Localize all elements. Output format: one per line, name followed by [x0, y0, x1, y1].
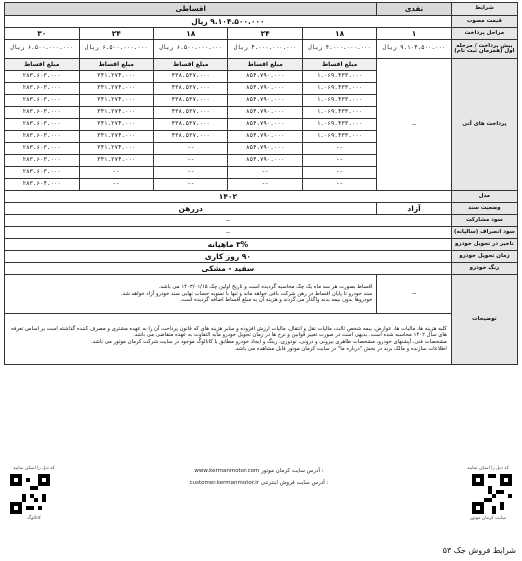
label-notes: توضیحات — [451, 275, 517, 365]
installment-amount: ۲۸۳.۶۰۳.۰۰۰ — [5, 131, 80, 143]
installment-amount: ۸۵۴.۷۹۰.۰۰۰ — [228, 95, 302, 107]
note-installment-1: اقساط بصورت هر سه ماه یک چک محاسبه گردیده است و تاریخ اولین چک ۱۴۰۳/۰۱/۱۵ می باشد. — [158, 284, 373, 291]
note-general-2: مشخصات فنی، آپشنهای خودرو، مشخصات ظاهری بیرونی و درونی، تودوزی، رینگ و ایجاد خودرو مطابق با کاتالوگ موجود در سایت شرکت کرمان موتور می باشد. — [90, 339, 447, 345]
installment-header: مبلغ اقساط — [5, 59, 80, 71]
installment-amount: -- — [79, 179, 153, 191]
label-participation: سود مشارکت — [451, 215, 517, 227]
installment-amount: ۸۵۴.۷۹۰.۰۰۰ — [228, 155, 302, 167]
sales-line — [124, 480, 394, 486]
header-installment: اقساطی — [5, 3, 377, 16]
installment-amount: ۳۴۱.۲۷۴.۰۰۰ — [79, 119, 153, 131]
installment-amount: ۱.۰۶۹.۴۳۳.۰۰۰ — [302, 131, 376, 143]
installment-amount: ۴۳۸.۵۳۷.۰۰۰ — [154, 119, 228, 131]
stage-cell: ۳۰ — [5, 28, 80, 40]
delivery-time-value: ۹۰ روز کاری — [5, 251, 452, 263]
installment-amount: ۸۵۴.۷۹۰.۰۰۰ — [228, 71, 302, 83]
site-label: آدرس سایت کرمان موتور : — [261, 468, 324, 474]
color-value: سفید - مشکی — [5, 263, 452, 275]
header-conditions: شرایط — [451, 3, 517, 16]
note-installment-3: خودروها بدون بیمه بدنه واگذار می گردند و هزینه آن به مبلغ اقساط اضافه گردیده است. — [179, 297, 373, 304]
label-delay-delivery: تاخیر در تحویل خودرو — [451, 239, 517, 251]
installment-amount: ۴۳۸.۵۳۷.۰۰۰ — [154, 71, 228, 83]
installment-amount: ۸۵۴.۷۹۰.۰۰۰ — [228, 143, 302, 155]
label-color: رنگ خودرو — [451, 263, 517, 275]
sales-label: آدرس سایت فروش اینترنتی : — [260, 480, 329, 486]
installment-amount: -- — [228, 167, 302, 179]
installment-amount: ۳۴۱.۲۷۴.۰۰۰ — [79, 107, 153, 119]
delay-profit-value: -- — [5, 227, 452, 239]
notes-installment — [5, 275, 377, 314]
installment-header: مبلغ اقساط — [228, 59, 302, 71]
installment-amount: ۱.۰۶۹.۴۳۳.۰۰۰ — [302, 107, 376, 119]
label-delay-profit: سود انصراف (سالیانه) — [451, 227, 517, 239]
first-payment-cell: ۴.۰۰۰.۰۰۰.۰۰۰ ریال — [228, 40, 302, 59]
label-first-payment: پیش پرداخت / مرحله اول (همزمان ثبت نام) — [451, 40, 517, 59]
label-delivery-time: زمان تحویل خودرو — [451, 251, 517, 263]
installment-amount: ۸۵۴.۷۹۰.۰۰۰ — [228, 119, 302, 131]
sales-table — [4, 2, 518, 365]
stage-cell: ۱۸ — [302, 28, 376, 40]
first-payment-cell: ۹.۱۰۴.۵۰۰.۰۰۰ ریال — [377, 40, 451, 59]
installment-amount: ۸۵۴.۷۹۰.۰۰۰ — [228, 83, 302, 95]
header-cash: نقدی — [377, 3, 451, 16]
installment-header: مبلغ اقساط — [79, 59, 153, 71]
installment-amount: ۱.۰۶۹.۴۳۳.۰۰۰ — [302, 95, 376, 107]
installment-amount: ۸۵۴.۷۹۰.۰۰۰ — [228, 131, 302, 143]
stage-cell: ۲۴ — [79, 28, 153, 40]
installment-amount: ۳۴۱.۲۷۴.۰۰۰ — [79, 71, 153, 83]
installment-amount: ۴۳۸.۵۳۷.۰۰۰ — [154, 95, 228, 107]
installment-amount: ۲۸۳.۶۰۳.۰۰۰ — [5, 155, 80, 167]
first-payment-cell: ۶.۵۰۰.۰۰۰.۰۰۰ ریال — [79, 40, 153, 59]
qr-right-caption: کد ذیل را اسکن نمایید — [467, 466, 509, 471]
label-doc-status: وضعیت سند — [451, 203, 517, 215]
first-payment-cell: ۴.۰۰۰.۰۰۰.۰۰۰ ریال — [302, 40, 376, 59]
installment-amount: ۳۴۱.۲۷۴.۰۰۰ — [79, 143, 153, 155]
installment-header: مبلغ اقساط — [302, 59, 376, 71]
first-payment-cell: ۶.۵۰۰.۰۰۰.۰۰۰ ریال — [5, 40, 80, 59]
installment-amount: ۲۸۳.۶۰۴.۰۰۰ — [5, 179, 80, 191]
installment-amount: ۳۴۱.۲۷۴.۰۰۰ — [79, 83, 153, 95]
delay-delivery-value: ۳% ماهیانه — [5, 239, 452, 251]
site-url[interactable]: www.kermanmotor.com — [194, 468, 260, 474]
installment-amount: -- — [302, 155, 376, 167]
price-value: ۹.۱۰۴.۵۰۰.۰۰۰ ریال — [5, 16, 452, 28]
label-model: مدل — [451, 191, 517, 203]
label-price: قیمت مصوب — [451, 16, 517, 28]
installment-amount: -- — [79, 167, 153, 179]
installment-amount: ۲۸۳.۶۰۳.۰۰۰ — [5, 119, 80, 131]
label-stages: مراحل پرداخت — [451, 28, 517, 40]
sales-url[interactable]: customer.kermanmotor.ir — [189, 480, 260, 486]
qr-left-caption: کد ذیل را اسکن نمایید — [13, 466, 55, 471]
installment-amount: ۳۴۱.۲۷۴.۰۰۰ — [79, 131, 153, 143]
installment-amount: -- — [302, 179, 376, 191]
installment-amount: ۲۸۳.۶۰۳.۰۰۰ — [5, 167, 80, 179]
first-payment-cell: ۶.۵۰۰.۰۰۰.۰۰۰ ریال — [154, 40, 228, 59]
qr-right-bottom: سایت کرمان موتور — [470, 516, 506, 521]
installment-amount: ۳۴۱.۲۷۴.۰۰۰ — [79, 95, 153, 107]
installment-amount: -- — [302, 143, 376, 155]
footer — [4, 466, 518, 536]
installment-amount: ۲۸۳.۶۰۳.۰۰۰ — [5, 143, 80, 155]
installment-amount: -- — [154, 155, 228, 167]
doc-status-installment: دررهن — [5, 203, 377, 215]
note-general-3: اطلاعات سازنده و مالک برند در بخش "درباره ما" در سایت کرمان موتور قابل مشاهده می باشد. — [234, 345, 447, 352]
installment-amount: ۳۴۱.۲۷۴.۰۰۰ — [79, 155, 153, 167]
installment-amount: ۴۳۸.۵۳۷.۰۰۰ — [154, 83, 228, 95]
installment-amount: ۱.۰۶۹.۴۳۳.۰۰۰ — [302, 119, 376, 131]
stage-cell: ۱۸ — [154, 28, 228, 40]
installment-header: مبلغ اقساط — [154, 59, 228, 71]
model-value: ۱۴۰۲ — [5, 191, 452, 203]
installment-amount: -- — [154, 143, 228, 155]
installment-amount: ۸۵۴.۷۹۰.۰۰۰ — [228, 107, 302, 119]
cash-later-payments: -- — [377, 59, 451, 191]
installment-amount: -- — [302, 167, 376, 179]
qr-left-bottom: کاتالوگ — [27, 516, 41, 521]
stage-cell: ۱ — [377, 28, 451, 40]
doc-status-cash: آزاد — [377, 203, 451, 215]
installment-amount: ۴۳۸.۵۳۷.۰۰۰ — [154, 131, 228, 143]
installment-amount: ۲۸۳.۶۰۳.۰۰۰ — [5, 107, 80, 119]
installment-amount: ۲۸۳.۶۰۳.۰۰۰ — [5, 95, 80, 107]
installment-amount: ۲۸۳.۶۰۳.۰۰۰ — [5, 83, 80, 95]
label-later-payments: پرداخت های آتی — [451, 59, 517, 191]
note-general-1: کلیه هزینه ها، مالیات ها، عوارض، بیمه شخص ثالث، مالیات نقل و انتقال، مالیات ارزش افزوده و سایر هزینه های که قانون پرداخت آن را به عهده مشتری و مصرف کننده گذاشته است بر اساس تعرفه های سال ۱۴۰۲ محاسبه شده است. بدیهی است در صورت تغییر قوانین و نرخ ها در زمان تحویل خودرو مابه التفاوت به عهده متقاضی می باشد. — [11, 325, 447, 339]
qr-code-icon[interactable] — [10, 474, 50, 514]
page-caption: شرایط فروش جک ۵۳ — [442, 546, 516, 555]
stage-cell: ۲۴ — [228, 28, 302, 40]
qr-code-icon[interactable] — [472, 474, 512, 514]
notes-general — [5, 314, 452, 365]
installment-amount: ۴۳۸.۵۳۷.۰۰۰ — [154, 107, 228, 119]
sales-conditions-sheet — [4, 2, 518, 365]
notes-cash: -- — [377, 275, 451, 314]
installment-amount: -- — [154, 167, 228, 179]
site-line — [124, 468, 394, 474]
installment-amount: ۱.۰۶۹.۴۳۳.۰۰۰ — [302, 71, 376, 83]
installment-amount: -- — [154, 179, 228, 191]
participation-value: -- — [5, 215, 452, 227]
installment-amount: ۱.۰۶۹.۴۳۳.۰۰۰ — [302, 83, 376, 95]
installment-amount: -- — [228, 179, 302, 191]
installment-amount: ۲۸۳.۶۰۳.۰۰۰ — [5, 71, 80, 83]
note-installment-2: سند خودرو تا پایان اقساط در رهن شرکت باقی خواهد ماند و تنها با تسویه حساب نهایی سند خودرو آزاد خواهد شد. — [120, 290, 373, 297]
